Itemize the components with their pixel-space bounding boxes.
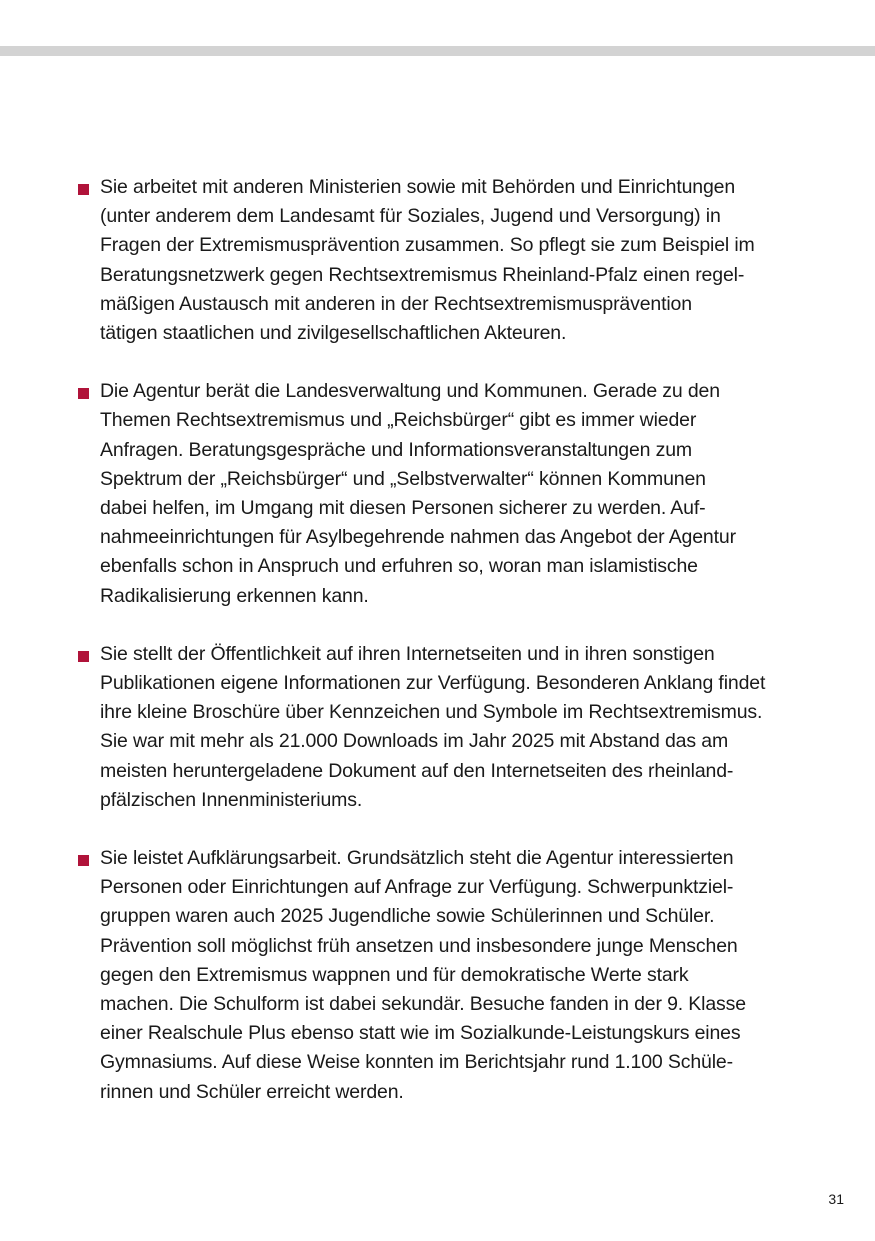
text-line: Beratungsnetzwerk gegen Rechtsextremismus Rheinland-Pfalz einen regel- [100,263,745,286]
text-line: tätigen staatlichen und zivilgesellschaftlichen Akteuren. [100,322,567,345]
text-line: pfälzischen Innenministeriums. [100,788,363,811]
page-number: 31 [828,1191,844,1207]
text-line: einer Realschule Plus ebenso statt wie im Sozialkunde-Leistungskurs eines [100,1022,741,1045]
text-line: Gymnasiums. Auf diese Weise konnten im Berichtsjahr rund 1.100 Schüle- [100,1051,733,1074]
text-line: Prävention soll möglichst früh ansetzen und insbesondere junge Menschen [100,934,738,957]
text-line: nahmeeinrichtungen für Asylbegehrende nahmen das Angebot der Agentur [100,526,736,549]
text-line: ihre kleine Broschüre über Kennzeichen und Symbole im Rechtsextremismus. [100,701,763,724]
text-line: Publikationen eigene Informationen zur Verfügung. Besonderen Anklang findet [100,672,766,695]
text-line: (unter anderem dem Landesamt für Soziales, Jugend und Versorgung) in [100,205,721,228]
text-line: rinnen und Schüler erreicht werden. [100,1080,404,1103]
bullet-item [78,173,808,348]
text-line: machen. Die Schulform ist dabei sekundär. Besuche fanden in der 9. Klasse [100,993,746,1016]
text-line: Fragen der Extremismusprävention zusammen. So pflegt sie zum Beispiel im [100,234,755,257]
text-line: gegen den Extremismus wappnen und für demokratische Werte stark [100,963,689,986]
text-line: Die Agentur berät die Landesverwaltung und Kommunen. Gerade zu den [100,380,720,403]
bullet-marker-icon [78,388,89,399]
bullet-marker-icon [78,184,89,195]
text-line: meisten heruntergeladene Dokument auf den Internetseiten des rheinland- [100,759,734,782]
text-line: Radikalisierung erkennen kann. [100,584,369,607]
bullet-item [78,640,808,815]
text-line: gruppen waren auch 2025 Jugendliche sowie Schülerinnen und Schüler. [100,905,715,928]
text-line: Sie arbeitet mit anderen Ministerien sowie mit Behörden und Einrichtungen [100,176,736,198]
text-line: mäßigen Austausch mit anderen in der Rechtsextremismusprävention [100,292,692,315]
text-line: Sie leistet Aufklärungsarbeit. Grundsätzlich steht die Agentur interessierten [100,847,734,870]
bullet-item [78,377,808,611]
text-line: dabei helfen, im Umgang mit diesen Personen sicherer zu werden. Auf- [100,497,706,520]
text-line: Sie war mit mehr als 21.000 Downloads im Jahr 2025 mit Abstand das am [100,730,729,753]
text-line: Personen oder Einrichtungen auf Anfrage zur Verfügung. Schwerpunktziel- [100,876,734,899]
bullet-marker-icon [78,855,89,866]
bullet-marker-icon [78,651,89,662]
bullet-item [78,844,808,1107]
text-line: Sie stellt der Öffentlichkeit auf ihren Internetseiten und in ihren sonstigen [100,642,715,665]
bullet-list [78,173,808,1136]
text-line: Anfragen. Beratungsgespräche und Informationsveranstaltungen zum [100,438,693,461]
text-line: Spektrum der „Reichsbürger“ und „Selbstverwalter“ können Kommunen [100,467,706,490]
text-line: Themen Rechtsextremismus und „Reichsbürger“ gibt es immer wieder [100,409,697,432]
text-line: ebenfalls schon in Anspruch und erfuhren so, woran man islamistische [100,555,698,578]
top-rule [0,46,875,56]
